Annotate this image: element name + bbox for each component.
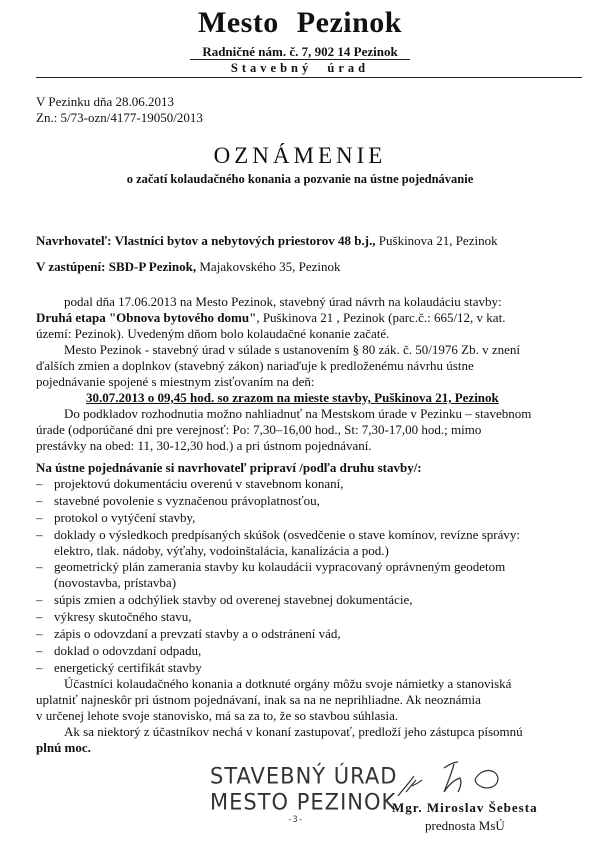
paragraph-1-line-2 xyxy=(36,310,576,325)
list-item: – stavebné povolenie s vyznačenou právoplatnosťou, xyxy=(36,493,320,508)
paragraph-2-line-2: ďalších zmien a doplnkov (stavebný zákon) nariaďuje k predloženému návrhu ústne xyxy=(36,358,474,373)
stamp-number: -3- xyxy=(287,815,304,825)
representative-address: Majakovského 35, Pezinok xyxy=(196,259,341,274)
paragraph-2-line-1: Mesto Pezinok - stavebný úrad v súlade s ustanovením § 80 zák. č. 50/1976 Zb. v znení xyxy=(64,342,520,357)
list-item: – zápis o odovzdaní a prevzatí stavby a o odstránení vád, xyxy=(36,626,341,641)
municipality-title: Mesto Pezinok xyxy=(198,6,402,39)
stamp-line-2: MESTO PEZINOK xyxy=(210,789,397,815)
paragraph-4-line-2: uplatniť najneskôr pri ústnom pojednávaní, inak sa na ne neprihliadne. Ak neoznámia xyxy=(36,692,481,707)
list-item: – doklady o výsledkoch predpísaných skúšok (osvedčenie o stave komínov, revízne správy: xyxy=(36,527,520,542)
representative-label: V zastúpení: xyxy=(36,259,106,274)
handwritten-signature xyxy=(392,758,522,802)
list-item: – energetický certifikát stavby xyxy=(36,660,202,675)
applicant-name: Vlastníci bytov a nebytových priestorov 48 b.j., xyxy=(114,233,376,248)
applicant-label: Navrhovateľ: xyxy=(36,233,112,248)
list-item-continuation: (novostavba, prístavba) xyxy=(54,575,177,590)
notice-subheading: o začatí kolaudačného konania a pozvanie na ústne pojednávanie xyxy=(126,172,474,186)
list-item: – súpis zmien a odchýliek stavby od overenej stavebnej dokumentácie, xyxy=(36,592,413,607)
paragraph-1-line-1: podal dňa 17.06.2013 na Mesto Pezinok, stavebný úrad návrh na kolaudáciu stavby: xyxy=(64,294,502,309)
paragraph-5-line-1: Ak sa niektorý z účastníkov nechá v konaní zastupovať, predloží jeho zástupca písomnú xyxy=(64,724,523,739)
reference-number: Zn.: 5/73-ozn/4177-19050/2013 xyxy=(36,110,203,125)
signatory-name: Mgr. Miroslav Šebesta xyxy=(392,800,538,815)
municipality-address: Radničné nám. č. 7, 902 14 Pezinok xyxy=(202,44,398,59)
paragraph-4-line-1: Účastníci kolaudačného konania a dotknuté orgány môžu svoje námietky a stanoviská xyxy=(64,676,512,691)
stamp-line-1: STAVEBNÝ ÚRAD xyxy=(210,763,398,789)
list-item: – geometrický plán zamerania stavby ku kolaudácii vypracovaný oprávneným geodetom xyxy=(36,559,506,574)
paragraph-5-line-2: plnú moc. xyxy=(36,740,91,755)
construction-name: Druhá etapa "Obnova bytového domu" xyxy=(36,310,257,325)
paragraph-3-line-3: prestávky na obed: 11, 30-12,30 hod.) a pri ústnom pojednávaní. xyxy=(36,438,372,453)
signatory-role: prednosta MsÚ xyxy=(425,818,505,833)
applicant-address: Puškinova 21, Pezinok xyxy=(375,233,498,248)
office-name: Stavebný úrad xyxy=(230,61,370,75)
date-line: V Pezinku dňa 28.06.2013 xyxy=(36,94,175,109)
list-item: – výkresy skutočného stavu, xyxy=(36,609,192,624)
hearing-date-venue: 30.07.2013 o 09,45 hod. so zrazom na mieste stavby, Puškinova 21, Pezinok xyxy=(86,390,499,405)
representative-name: SBD-P Pezinok, xyxy=(108,259,197,274)
requirements-title: Na ústne pojednávanie si navrhovateľ pripraví /podľa druhu stavby/: xyxy=(36,460,422,475)
notice-heading: OZNÁMENIE xyxy=(213,143,387,168)
construction-location: , Puškinova 21 , Pezinok (parc.č.: 665/12, v kat. xyxy=(256,310,506,325)
list-item: – projektovú dokumentáciu overenú v stavebnom konaní, xyxy=(36,476,344,491)
header-divider-long xyxy=(36,77,582,78)
list-item: – protokol o vytýčení stavby, xyxy=(36,510,196,525)
paragraph-3-line-2: úrade (odporúčané dni pre verejnosť: Po: 7,30–16,00 hod., St: 7,30-17,00 hod.; mimo xyxy=(36,422,482,437)
paragraph-4-line-3: v určenej lehote svoje stanovisko, má sa za to, že so stavbou súhlasia. xyxy=(36,708,399,723)
header-divider-short xyxy=(190,59,410,60)
paragraph-1-line-3: území: Pezinok). Uvedeným dňom bolo kolaudačné konanie začaté. xyxy=(36,326,390,341)
list-item-continuation: elektro, tlak. nádoby, výťahy, vodoinštalácia, kanalizácia a pod.) xyxy=(54,543,389,558)
paragraph-2-line-3: pojednávanie spojené s miestnym zisťovaním na deň: xyxy=(36,374,315,389)
applicant-line xyxy=(36,233,576,248)
list-item: – doklad o odovzdaní odpadu, xyxy=(36,643,202,658)
paragraph-3-line-1: Do podkladov rozhodnutia možno nahliadnuť na Mestskom úrade v Pezinku – stavebnom xyxy=(64,406,532,421)
representative-line xyxy=(36,259,576,274)
